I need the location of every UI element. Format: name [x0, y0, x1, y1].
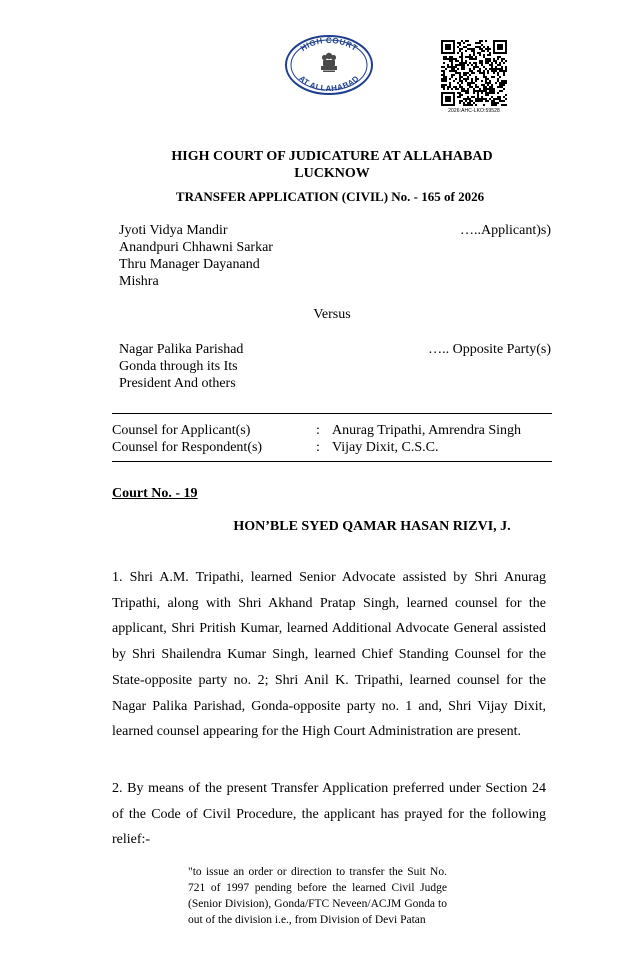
paragraph-1: 1. Shri A.M. Tripathi, learned Senior Advocate assisted by Shri Anurag Tripathi, along with Shri Akhand Pratap Singh, learned counsel for the applicant, Shri Pritish Kumar, learned Additional Advocate General assisted by Shri Shailendra Kumar Singh, learned Chief Standing Counsel for the State-opposite party no. 2; Shri Anil K. Tripathi, learned counsel for the Nagar Palika Parishad, Gonda-opposite party no. 1 and, Shri Vijay Dixit, learned counsel appearing for the High Court Administration are present. — [112, 570, 546, 740]
application-number: TRANSFER APPLICATION (CIVIL) No. - 165 of 2026 — [175, 189, 485, 204]
opposite-party-name — [119, 341, 299, 392]
qr-code — [441, 40, 507, 114]
judge-name: HON’BLE SYED QAMAR HASAN RIZVI, J. — [233, 519, 511, 534]
court-title-line1: HIGH COURT OF JUDICATURE AT ALLAHABAD — [171, 149, 493, 164]
court-title-line2: LUCKNOW — [294, 166, 370, 181]
opposite-party-role: ….. Opposite Party(s) — [428, 342, 551, 357]
svg-text:AT ALLAHABAD: AT ALLAHABAD — [297, 73, 361, 94]
paragraph-2: 2. By means of the present Transfer Application preferred under Section 24 of the Code of Civil Procedure, the applicant has prayed for the following relief:- — [112, 781, 546, 848]
court-number: Court No. - 19 — [112, 486, 198, 501]
qr-code-icon — [441, 40, 507, 106]
counsel-colon: : — [316, 423, 320, 438]
counsel-value: Vijay Dixit, C.S.C. — [332, 440, 439, 455]
opposite-line: Nagar Palika Parishad — [119, 342, 244, 357]
applicant-line: Anandpuri Chhawni Sarkar — [119, 240, 273, 255]
neutral-citation: 2026:AHC-LKO:59528 — [448, 108, 500, 114]
court-seal-logo — [284, 34, 374, 96]
court-title — [112, 148, 552, 182]
opposite-line: Gonda through its Its — [119, 359, 238, 374]
versus-label: Versus — [313, 307, 351, 322]
opposite-line: President And others — [119, 376, 236, 391]
applicant-line: Mishra — [119, 274, 159, 289]
svg-text:HIGH COURT: HIGH COURT — [298, 35, 360, 54]
relief-quote: "to issue an order or direction to transfer the Suit No. 721 of 1997 pending before the learned Civil Judge (Senior Division), Gonda/FTC Neveen/ACJM Gonda to out of the division i.e., from Division of Devi Patan — [188, 866, 447, 926]
applicant-line: Jyoti Vidya Mandir — [119, 223, 228, 238]
counsel-value: Anurag Tripathi, Amrendra Singh — [332, 423, 521, 438]
divider-top — [112, 413, 552, 414]
emblem-icon — [284, 34, 374, 96]
counsel-row-applicant — [112, 422, 521, 439]
divider-bottom — [112, 461, 552, 462]
counsel-table — [112, 422, 521, 456]
counsel-label: Counsel for Respondent(s) — [112, 440, 263, 455]
counsel-colon: : — [316, 440, 320, 455]
counsel-label: Counsel for Applicant(s) — [112, 423, 251, 438]
applicant-role: …..Applicant)s) — [460, 223, 551, 238]
applicant-name — [119, 222, 299, 290]
counsel-row-respondent — [112, 439, 521, 456]
applicant-line: Thru Manager Dayanand — [119, 257, 260, 272]
